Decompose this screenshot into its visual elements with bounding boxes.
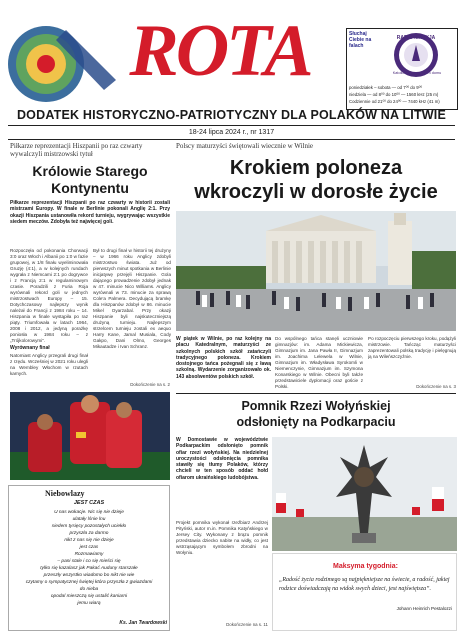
masthead-title: ROTA bbox=[129, 10, 311, 92]
poem-line: opodal mieszczą się ustalić kaniarni bbox=[50, 594, 128, 599]
issue-info: 18-24 lipca 2024 r., nr 1317 bbox=[188, 129, 275, 136]
maxima-quote: „Radość życia rodzimego są najpiękniejsze na świecie, a radość, jakiej rodzice doświadczają na widok swych dzieci, jest najświętsza”. bbox=[279, 577, 450, 592]
poem-line: nikt z nas się nie dzieje bbox=[64, 538, 114, 543]
poem-author-caps: JEST CZAS bbox=[73, 500, 105, 506]
poem-line: – pani stale i co się mieści się bbox=[57, 559, 121, 564]
poem-line: tylko się kazalasz jak Pakać Auduny starszałe bbox=[40, 566, 138, 571]
radio-maryja-box bbox=[346, 28, 458, 110]
poem-line: do nieba bbox=[79, 587, 99, 592]
poem-line: siedem tysięcy pozostałych uciekło bbox=[51, 524, 127, 529]
main-article-kicker: Polscy maturzyści świętowali wiecznie w Wilnie bbox=[176, 142, 314, 150]
memorial-photo bbox=[272, 437, 457, 551]
poem-line: przyszła za darmo bbox=[69, 531, 109, 536]
left-article-col1b: Natomiast Anglicy przegrali drugi finał z rzędu. Wcześniej w 2021 roku ulegli na Wembley Włochom w rzutach karnych. bbox=[10, 353, 88, 376]
left-article-kicker: Piłkarze reprezentacji Hiszpanii po raz czwarty wywalczyli mistrzowski tytuł bbox=[10, 142, 143, 158]
radio-schedule-1: poniedziałek – sobota — od 7⁰⁰ do 9⁰⁰ bbox=[349, 85, 423, 90]
main-article-col-right: Po rozpoczęciu pierwszego kroku, podążyli mistrzowie. Tańcząc maturzyści zaprezentowali polską tradycję i pielęgnują ją na Wileńszczyźnie. bbox=[368, 336, 456, 359]
left-article-continued: Dokończenie na s. 2 bbox=[130, 382, 170, 387]
memorial-photo-graphic bbox=[272, 437, 457, 551]
memorial-headline-1: Pomnik Rzezi Wołyńskiej bbox=[241, 399, 391, 413]
poem-lines bbox=[13, 509, 165, 607]
maxima-author: Johann Heinrich Pestalozzi bbox=[396, 606, 452, 611]
poem-line: Rozmawiamy bbox=[74, 552, 104, 557]
promo-ad-graphic bbox=[6, 20, 128, 106]
poem-line: ulatały lśnie lnu bbox=[72, 517, 106, 522]
memorial-body: Projekt pomnika wykonał rzeźbiarz Andrzej Pityński, autor m.in. Pomnika Katyńskiego w Jersey City. Wykonany z brązu pomnik przedstawia dziecko nabite na widły, co jest wstrząsającym symbolem zbrodni na Wołyniu. bbox=[176, 520, 268, 555]
radio-schedule-2: niedziela — od 8⁰⁰ do 10⁰⁰ — 1560 kHz (25 m) bbox=[349, 92, 439, 97]
radio-tag: Słuchaj Ciebie na falach bbox=[347, 29, 377, 69]
polonaise-photo-graphic bbox=[176, 211, 456, 331]
poem-line: U nas wokacje. Nic się nie dzieje bbox=[54, 510, 124, 515]
main-article-lead: W piątek w Wilnie, po raz kolejny na placu Katedralnym, maturzyści ze szkolnych polskich szkół zatańczyli tradycyjnego poloneza. Krokiem dostojnego tańca pożegnali się z ławą szkolną. Wydarzenie zorganizowało ok. 143 absolwentów polskich szkół. bbox=[176, 336, 271, 380]
poem-box bbox=[8, 485, 170, 631]
poem-signature: Ks. Jan Twardowski bbox=[119, 620, 167, 626]
main-article-continued: Dokończenie na s. 3 bbox=[416, 384, 456, 389]
football-photo bbox=[10, 392, 170, 480]
main-article-headline-2: wkroczyli w dorosłe życie bbox=[194, 181, 438, 203]
radio-schedule-3: Codziennie od 21⁰⁰ do 24⁰⁰ — 7440 kHz (41 m) bbox=[349, 99, 440, 104]
left-article-headline: Królowie Starego Kontynentu bbox=[32, 163, 148, 196]
poem-title: Niebowlazy bbox=[45, 489, 85, 498]
memorial-lead: W Domostawie w województwie Podkarpackim odsłonięto pomnik ofiar rzezi wołyńskiej. Na niedzielnej uroczystości odsłonięcia pomnika stawiły się tłumy Polaków, którzy chcieli w ten sposób oddać hołd ofiarom ukraińskiego ludobójstwa. bbox=[176, 437, 268, 481]
memorial-headline-2: odsłonięty na Podkarpaciu bbox=[236, 415, 396, 429]
masthead-subtitle: DODATEK HISTORYCZNO-PATRIOTYCZNY DLA POLAKÓW NA LITWIE bbox=[16, 108, 447, 122]
polonaise-photo bbox=[176, 211, 456, 331]
left-article-col2: Był to drugi finał w historii tej drużyny – w 1966 roku Anglicy zdobyli mistrzostwo świata. Już od pierwszych minut spotkania w Berlinie inicjatywę przejęli Hiszpanie. Gola dającego prowadzenie zdobył jednak w 47. minucie Nico Williams. Anglicy wyrównali w 73. minucie za sprawą Cole'a Palmera. Decydującą bramkę dla Hiszpanów zdobył w 86. minucie Mikel Oyarzabal. Przy okazji Hiszpanie byli najskuteczniejszą drużyną turnieju. Najlepszym strzelcem turnieju zostali ex aequo Harry Kane, Jamal Musiala, Cody Gakpo, Dani Olmo, Georges Mikautadze i Ivan Schranz. bbox=[93, 248, 171, 349]
left-article-lead: Piłkarze reprezentacji Hiszpanii po raz czwarty w historii zostali mistrzami Europy. W finale w Berlinie pokonali Anglię 2:1. Przy okazji Hiszpania ustanowiła rekord turnieju, wygrywając wszystkie siedem meczów. Zdobyła też najwięcej goli. bbox=[10, 200, 170, 225]
poem-line: jest czas bbox=[79, 545, 99, 550]
radio-station-name: RADIO MARYJA bbox=[396, 35, 436, 41]
masthead-rule-top bbox=[8, 125, 455, 126]
memorial-continued: Dokończenie na s. 11 bbox=[226, 622, 268, 627]
left-article-subhead: Wyrównany finał bbox=[10, 345, 50, 351]
poem-line: jemu wiarą bbox=[77, 601, 101, 606]
left-article-col1: Rozpoczęła od pokonania Chorwacji 3:0 oraz Włoch i Albanii po 1:0 w fazie grupowej, w 1/8 finału wyeliminowała Gruzję (4:1), a w kolejnych rundach wygrała z Niemcami 2:1 po dogrywce i z Francją 2:1 w regulaminowym czasie. Poradzili z Furia Roja wyrównali rekord goli w jednych mistrzostwach Europy – 15. Dotychczasowy najlepszy wynik należał do Francji z 1984 roku – 14. Hiszpania w finale wystąpiła po raz piąty. Triumfowała w latach 1964, 2008 i 2012, a jedyną porażkę poniosła w 1984 roku – z „Trójkolorowymi”. bbox=[10, 248, 88, 343]
radio-slogan: Katolicki głos w Twoim domu bbox=[392, 71, 442, 75]
poem-line: czytamy o sympatycznej świętej która przyszła z gwiazdami bbox=[25, 580, 153, 585]
maxima-box bbox=[272, 553, 457, 631]
maxima-title: Maksyma tygodnia: bbox=[333, 563, 398, 570]
section-divider bbox=[176, 393, 456, 394]
main-article-col-mid: Do wspólnego tańca stanęli uczniowie gimnazjów: im. Adama Mickiewicza, Gimnazjum im. Jana Pawła II, Gimnazjum im. Joachima Lelewela w Wilnie, Gimnazjum im. Władysława Syrokomli w Niemenczynie, Gimnazjum im. Szymona Konarskiego w Wilnie. Obecni byli także przedstawiciele dyplomacji oraz goście z Polski. bbox=[275, 336, 363, 389]
masthead-rule-bottom bbox=[8, 139, 455, 140]
radio-schedule bbox=[349, 84, 457, 105]
football-photo-graphic bbox=[10, 392, 170, 480]
poem-line: przeszły wszystko wiadomo bo nikt nie wie bbox=[43, 573, 135, 578]
promo-ad bbox=[6, 20, 128, 106]
main-article-headline-1: Krokiem poloneza bbox=[229, 157, 403, 179]
